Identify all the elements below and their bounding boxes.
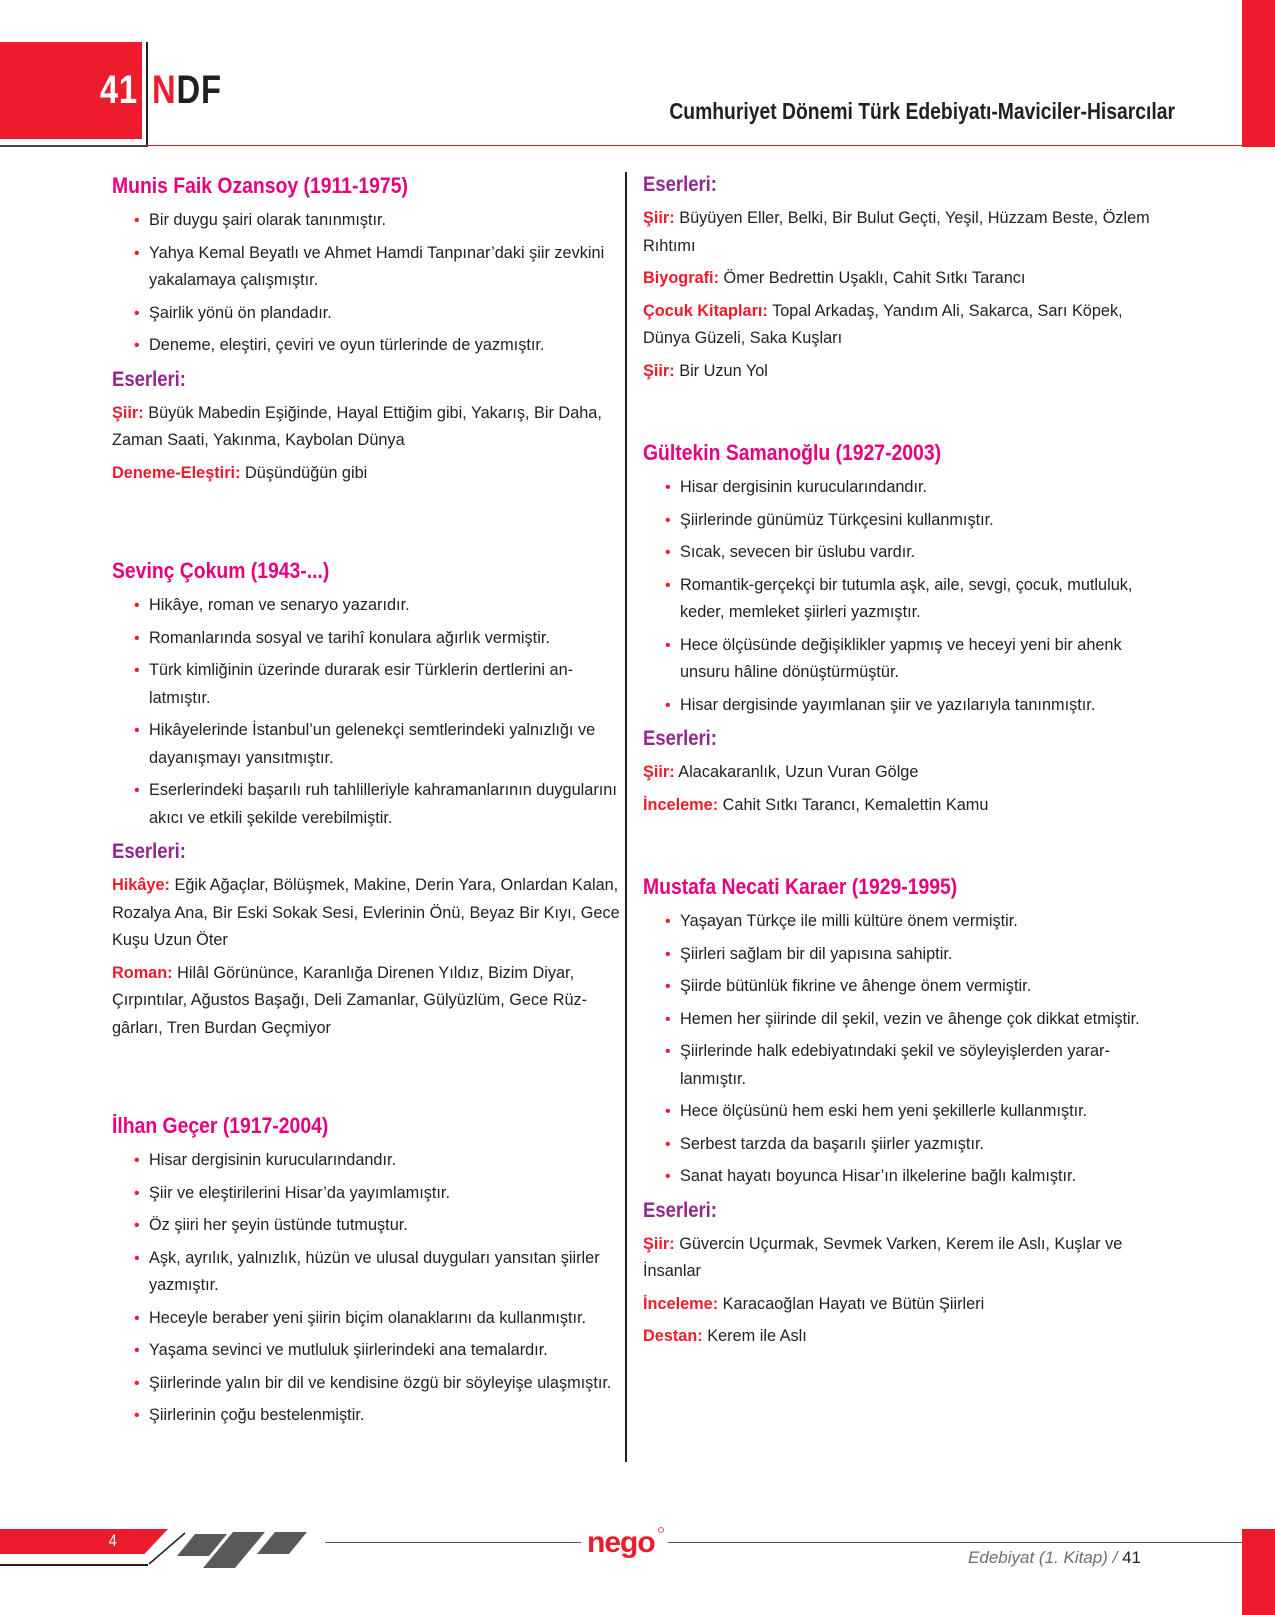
list-item: • Şiirlerinde günümüz Türkçesini kullanmıştır. <box>665 507 1153 535</box>
works-heading: Eserleri: <box>643 173 717 196</box>
works-label: Biyografi: <box>643 269 719 287</box>
footer-rule-left <box>0 1564 148 1566</box>
works-text: Cahit Sıtkı Tarancı, Kemalettin Kamu <box>722 795 989 814</box>
list-item: • Heceyle beraber yeni şiirin biçim olanaklarını da kullanmıştır. <box>134 1305 622 1333</box>
edge-tab-top <box>1242 0 1275 147</box>
list-item: • Yahya Kemal Beyatlı ve Ahmet Hamdi Tanpınar’daki şiir zevkini yakalamaya çalışmıştır. <box>134 240 622 295</box>
works-entry <box>643 1231 1153 1286</box>
list-item: • Romanlarında sosyal ve tarihî konulara ağırlık vermiştir. <box>134 625 622 653</box>
list-item: • Şiirlerinde yalın bir dil ve kendisine özgü bir söyleyişe ulaşmıştır. <box>134 1370 622 1398</box>
list-item: • Eserlerindeki başarılı ruh tahlilleriyle kahramanlarının duygularını akıcı ve etkili şekilde verebilmiştir. <box>134 777 622 832</box>
footer-stripes-decoration <box>175 1528 325 1568</box>
works-text: Büyüyen Eller, Belki, Bir Bulut Geçti, Yeşil, Hüzzam Beste, Özlem Rıhtımı <box>643 209 1150 255</box>
left-column <box>112 165 622 1435</box>
list-item: • Hikâye, roman ve senaryo yazarıdır. <box>134 592 622 620</box>
section-gecer-works <box>643 171 1153 385</box>
works-label: Destan: <box>643 1327 703 1345</box>
list-item: • Aşk, ayrılık, yalnızlık, hüzün ve ulusal duyguları yansıtan şiirler yazmıştır. <box>134 1245 622 1300</box>
list-item: • Deneme, eleştiri, çeviri ve oyun türlerinde de yazmıştır. <box>134 332 622 360</box>
footer-left-page-number: 4 <box>108 1531 117 1550</box>
works-entry <box>643 1323 1153 1351</box>
works-entry <box>112 460 622 488</box>
footer-rule-right <box>668 1542 1242 1543</box>
list-item: • Şiir ve eleştirilerini Hisar’da yayımlamıştır. <box>134 1180 622 1208</box>
works-label: Şiir: <box>112 403 144 422</box>
footer-book-title <box>968 1548 1141 1568</box>
logo-text: nego <box>587 1526 655 1559</box>
author-heading: Gültekin Samanoğlu (1927-2003) <box>643 440 942 465</box>
works-label: İnceleme: <box>643 795 719 814</box>
section-karaer <box>643 872 1153 1351</box>
works-label: Şiir: <box>643 209 675 227</box>
author-heading: Munis Faik Ozansoy (1911-1975) <box>112 173 408 198</box>
works-label: Şiir: <box>643 763 675 781</box>
works-entry <box>112 400 622 455</box>
works-entry <box>643 358 1153 386</box>
list-item: • Yaşayan Türkçe ile milli kültüre önem vermiştir. <box>665 908 1153 936</box>
book-title-text: Edebiyat (1. Kitap) / <box>968 1548 1118 1567</box>
section-samanoglu <box>643 438 1153 819</box>
works-label: Çocuk Kitapları: <box>643 301 768 320</box>
footer-rule-mid <box>325 1542 581 1543</box>
works-entry <box>643 205 1153 260</box>
list-item: • Hikâyelerinde İstanbul’un gelenekçi semtlerindeki yalnızlığı ve dayanışmayı yansıtmıştır. <box>134 717 622 772</box>
nego-logo-icon <box>585 1524 667 1560</box>
list-item: • Şiirlerinde halk edebiyatındaki şekil ve söyleyişlerden yararlanmıştır. <box>665 1038 1153 1093</box>
section-gecer <box>112 1111 622 1430</box>
list-item: • Hece ölçüsünü hem eski hem yeni şekillerle kullanmıştır. <box>665 1098 1153 1126</box>
works-text: Kerem ile Aslı <box>707 1327 807 1345</box>
works-label: Şiir: <box>643 361 675 380</box>
works-text: Bir Uzun Yol <box>679 361 768 380</box>
works-entry <box>643 265 1153 293</box>
bullet-list <box>112 1147 622 1430</box>
list-item: • Şiirde bütünlük fikrine ve âhenge önem vermiştir. <box>665 973 1153 1001</box>
chapter-number: 41 <box>99 68 138 112</box>
list-item: • Serbest tarzda da başarılı şiirler yazmıştır. <box>665 1131 1153 1159</box>
column-divider <box>625 172 627 1462</box>
list-item: • Şiirleri sağlam bir dil yapısına sahiptir. <box>665 941 1153 969</box>
list-item: • Şiirlerinin çoğu bestelenmiştir. <box>134 1402 622 1430</box>
author-heading: Mustafa Necati Karaer (1929-1995) <box>643 874 958 899</box>
works-entry <box>643 759 1153 787</box>
works-text: Düşündüğün gibi <box>245 463 368 482</box>
works-label: İnceleme: <box>643 1294 719 1313</box>
bullet-list <box>643 908 1153 1191</box>
header-divider <box>146 42 148 147</box>
works-text: Hilâl Görününce, Karanlığa Direnen Yıldız, Bizim Diyar, Çırpıntılar, Ağustos Başağı, Deli Zamanlar, Gülyüzlüm, Gece Rüzgârları, Tren Burdan Geçmiyor <box>112 963 588 1037</box>
works-text: Ömer Bedrettin Uşaklı, Cahit Sıtkı Tarancı <box>723 269 1026 287</box>
works-label: Hikâye: <box>112 876 170 894</box>
section-ozansoy <box>112 171 622 487</box>
works-text: Alacakaranlık, Uzun Vuran Gölge <box>678 763 919 781</box>
footer-stripe <box>257 1532 307 1554</box>
works-heading: Eserleri: <box>643 727 717 750</box>
works-entry <box>643 298 1153 353</box>
list-item: • Hemen her şiirinde dil şekil, vezin ve âhenge çok dikkat etmiştir. <box>665 1006 1153 1034</box>
works-label: Şiir: <box>643 1234 675 1253</box>
works-text: Topal Arkadaş, Yandım Ali, Sakarca, Sarı Köpek, Dünya Güzeli, Saka Kuşları <box>643 301 1123 347</box>
list-item: • Romantik-gerçekçi bir tutumla aşk, aile, sevgi, çocuk, mutluluk, keder, memleket şiirleri yazmıştır. <box>665 572 1153 627</box>
brand-ndf-rest: DF <box>176 68 222 112</box>
works-text: Eğik Ağaçlar, Bölüşmek, Makine, Derin Yara, Onlardan Kalan, Rozalya Ana, Bir Eski Sokak Sesi, Evlerinin Önü, Beyaz Bir Kıyı, Gece Kuşu Uzun Öter <box>112 876 620 949</box>
bullet-list <box>112 207 622 360</box>
list-item: • Yaşama sevinci ve mutluluk şiirlerindeki ana temalardır. <box>134 1337 622 1365</box>
header-rule-red <box>147 145 1247 146</box>
section-cokum <box>112 556 622 1042</box>
brand-ndf <box>152 68 222 113</box>
works-heading: Eserleri: <box>112 840 186 863</box>
brand-ndf-n: N <box>152 68 177 112</box>
works-entry <box>643 792 1153 820</box>
bullet-list <box>643 474 1153 719</box>
author-heading: Sevinç Çokum (1943-...) <box>112 558 330 583</box>
works-text: Karacaoğlan Hayatı ve Bütün Şiirleri <box>722 1294 985 1313</box>
works-entry <box>643 1291 1153 1319</box>
works-entry <box>112 872 622 955</box>
works-text: Güvercin Uçurmak, Sevmek Varken, Kerem ile Aslı, Kuşlar ve İnsanlar <box>643 1234 1123 1280</box>
list-item: • Sanat hayatı boyunca Hisar’ın ilkelerine bağlı kalmıştır. <box>665 1163 1153 1191</box>
list-item: • Türk kimliğinin üzerinde durarak esir Türklerin dertlerini anlatmıştır. <box>134 657 622 712</box>
list-item: • Hisar dergisinin kurucularındandır. <box>134 1147 622 1175</box>
list-item: • Bir duygu şairi olarak tanınmıştır. <box>134 207 622 235</box>
works-heading: Eserleri: <box>643 1198 717 1222</box>
list-item: • Öz şiiri her şeyin üstünde tutmuştur. <box>134 1212 622 1240</box>
footer-red-band <box>0 1529 168 1554</box>
works-heading: Eserleri: <box>112 367 186 391</box>
list-item: • Hisar dergisinde yayımlanan şiir ve yazılarıyla tanınmıştır. <box>665 692 1153 720</box>
works-text: Büyük Mabedin Eşiğinde, Hayal Ettiğim gibi, Yakarış, Bir Daha, Zaman Saati, Yakınma, Kaybolan Dünya <box>112 403 602 449</box>
list-item: • Şairlik yönü ön plandadır. <box>134 300 622 328</box>
works-entry <box>112 960 622 1043</box>
list-item: • Hece ölçüsünde değişiklikler yapmış ve heceyi yeni bir ahenk unsuru hâline dönüştürmüştür. <box>665 632 1153 687</box>
edge-tab-bottom <box>1242 1529 1275 1615</box>
footer-right-page-number: 41 <box>1122 1548 1141 1567</box>
list-item: • Sıcak, sevecen bir üslubu vardır. <box>665 539 1153 567</box>
header-rule-dark <box>0 145 147 147</box>
right-column <box>643 165 1153 1356</box>
works-label: Roman: <box>112 963 173 982</box>
bullet-list <box>112 592 622 832</box>
author-heading: İlhan Geçer (1917-2004) <box>112 1113 329 1138</box>
list-item: • Hisar dergisinin kurucularındandır. <box>665 474 1153 502</box>
page-title: Cumhuriyet Dönemi Türk Edebiyatı-Maviciler-Hisarcılar <box>669 98 1175 124</box>
works-label: Deneme-Eleştiri: <box>112 463 241 482</box>
